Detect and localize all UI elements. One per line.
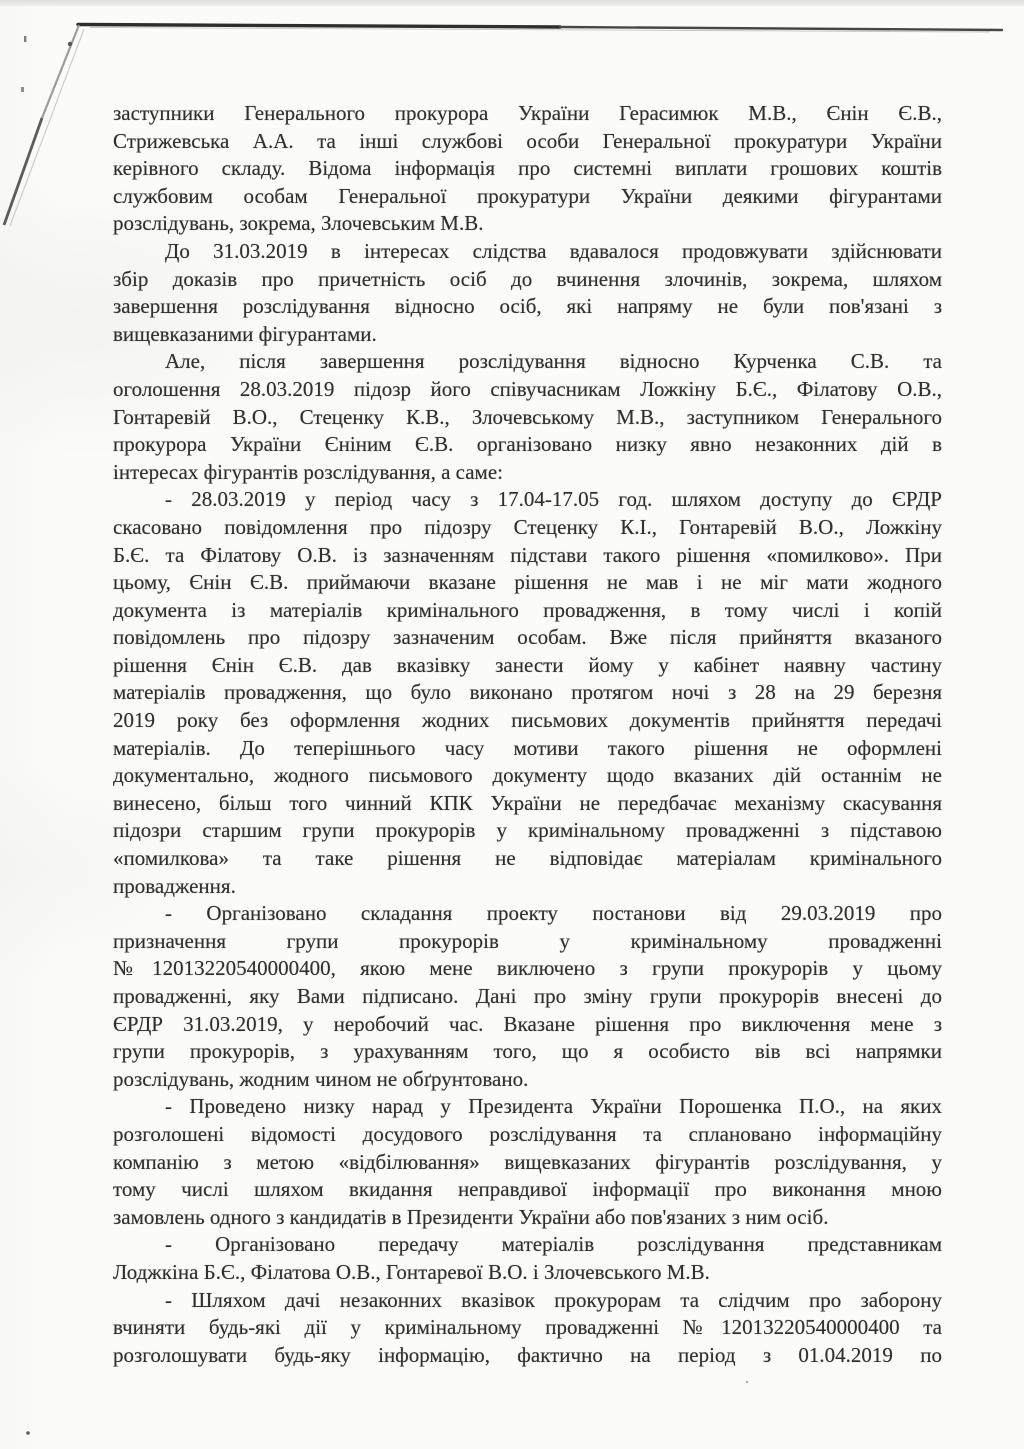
- text-line: службовим особам Генеральної прокуратури України деякими фігурантами: [113, 183, 942, 208]
- document-body: [113, 100, 942, 1369]
- text-line: замовлень одного з кандидатів в Президенти України або пов'язаних з ним осіб.: [113, 1204, 829, 1229]
- text-line: завершення розслідування відносно осіб, які напряму не були пов'язані з: [113, 294, 942, 319]
- paragraph: [113, 1231, 942, 1286]
- text-line: повідомлень про підозру зазначеним особам. Вже після прийняття вказаного: [113, 625, 942, 650]
- text-line: - Шляхом дачі незаконних вказівок прокурорам та слідчим про заборону: [165, 1287, 942, 1312]
- text-line: матеріалів. До теперішнього часу мотиви такого рішення не оформлені: [113, 735, 942, 760]
- text-line: розслідувань, зокрема, Злочевським М.В.: [113, 211, 484, 236]
- page-top-edge-line: [78, 25, 1002, 33]
- text-line: прокурора України Єніним Є.В. організовано низку явно незаконних дій в: [113, 432, 942, 457]
- text-line: рішення Єнін Є.В. дав вказівку занести йому у кабінет наявну частину: [113, 652, 942, 677]
- text-line: провадження.: [113, 873, 236, 898]
- text-line: Стрижевська А.А. та інші службові особи Генеральної прокуратури України: [113, 128, 942, 153]
- text-line: документально, жодного письмового документу щодо вказаних дій останнім не: [113, 763, 942, 788]
- text-line: До 31.03.2019 в інтересах слідства вдавалося продовжувати здійснювати: [165, 238, 942, 263]
- text-line: - Проведено низку нарад у Президента України Порошенка П.О., на яких: [165, 1094, 942, 1119]
- text-line: заступники Генерального прокурора України Герасимюк М.В., Єнін Є.В.,: [113, 101, 942, 125]
- text-line: Лоджкіна Б.Є., Філатова О.В., Гонтаревої В.О. і Злочевського М.В.: [113, 1259, 710, 1284]
- folded-corner-crease: [4, 25, 84, 226]
- text-line: вчиняти будь-які дії у кримінальному провадженні №12013220540000400 та: [113, 1315, 942, 1340]
- text-line: Гонтаревій В.О., Стеценку К.В., Злочевському М.В., заступником Генерального: [113, 404, 942, 429]
- ink-speck: [26, 1431, 30, 1435]
- text-line: провадженні, яку Вами підписано. Дані про зміну групи прокурорів внесені до: [113, 984, 942, 1008]
- text-line: «помилкова» та таке рішення не відповідає матеріалам кримінального: [113, 846, 942, 871]
- text-line: збір доказів про причетність осіб до вчинення злочинів, зокрема, шляхом: [113, 266, 942, 291]
- paragraph: [113, 348, 942, 486]
- text-line: Б.Є. та Філатову О.В. із зазначенням підстави такого рішення «помилково». При: [113, 542, 942, 567]
- text-line: скасовано повідомлення про підозру Стеценку К.І., Гонтаревій В.О., Ложкіну: [113, 514, 942, 539]
- text-line: інтересах фігурантів розслідування, а саме:: [113, 459, 503, 484]
- text-line: розголошені відомості досудового розслідування та сплановано інформаційну: [113, 1121, 942, 1146]
- text-line: керівного складу. Відома інформація про системні виплати грошових коштів: [113, 156, 942, 181]
- paragraph: [113, 1093, 942, 1231]
- scan-top-band: [0, 0, 1024, 7]
- ink-speck: [746, 1381, 748, 1383]
- paragraph: [113, 238, 942, 348]
- text-line: компанію з метою «відбілювання» вищевказаних фігурантів розслідування, у: [113, 1149, 942, 1174]
- text-line: вищевказаними фігурантами.: [113, 321, 377, 346]
- text-line: документа із матеріалів кримінального провадження, в тому числі і копій: [113, 597, 942, 622]
- paragraph: [113, 1287, 942, 1370]
- crease-dark-spot: [68, 42, 72, 46]
- ink-speck: [24, 36, 26, 42]
- text-line: - Організовано складання проекту постанови від 29.03.2019 про: [165, 901, 942, 926]
- paragraph: [113, 486, 942, 900]
- text-line: цьому, Єнін Є.В. приймаючи вказане рішення не мав і не міг мати жодного: [113, 570, 942, 595]
- text-line: №12013220540000400, якою мене виключено з групи прокурорів у цьому: [113, 956, 942, 981]
- text-line: матеріалів провадження, що було виконано протягом ночі з 28 на 29 березня: [113, 680, 942, 705]
- text-line: тому числі шляхом вкидання неправдивої інформації про виконання мною: [113, 1177, 942, 1202]
- text-line: розголошувати будь-яку інформацію, фактично на період з 01.04.2019 по: [113, 1342, 942, 1367]
- paragraph: [113, 900, 942, 1093]
- ink-speck: [21, 87, 24, 92]
- text-line: винесено, більш того чинний КПК України не передбачає механізму скасування: [113, 790, 942, 815]
- text-line: групи прокурорів, з урахуванням того, що я особисто вів всі напрямки: [113, 1039, 942, 1064]
- text-line: - Організовано передачу матеріалів розслідування представникам: [165, 1232, 942, 1257]
- text-line: призначення групи прокурорів у кримінальному провадженні: [113, 928, 942, 953]
- text-line: 2019 року без оформлення жодних письмових документів прийняття передачі: [113, 708, 942, 733]
- text-line: оголошення 28.03.2019 підозр його співучасникам Ложкіну Б.Є., Філатову О.В.,: [113, 376, 942, 401]
- text-line: підозри старшим групи прокурорів у кримінальному провадженні з підставою: [113, 818, 942, 843]
- text-line: - 28.03.2019 у період часу з 17.04-17.05 год. шляхом доступу до ЄРДР: [165, 487, 942, 512]
- text-line: ЄРДР 31.03.2019, у неробочий час. Вказане рішення про виключення мене з: [113, 1011, 942, 1036]
- text-line: Але, після завершення розслідування відносно Курченка С.В. та: [165, 349, 942, 374]
- text-line: розслідувань, жодним чином не обґрунтовано.: [113, 1066, 529, 1091]
- paragraph: [113, 100, 942, 238]
